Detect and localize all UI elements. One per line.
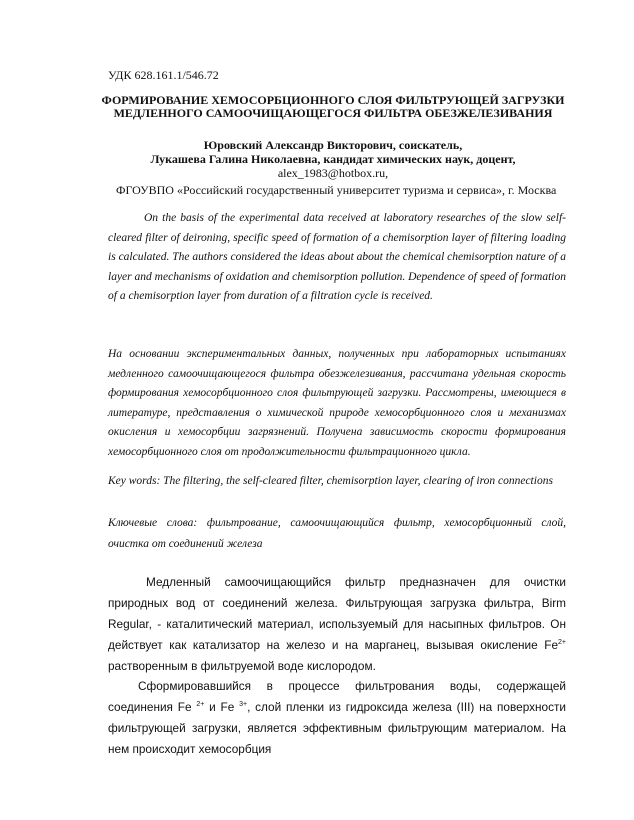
superscript: 2+ bbox=[196, 701, 205, 709]
author-1: Юровский Александр Викторович, соискатель, bbox=[203, 138, 463, 152]
affiliation: ФГОУВПО «Российский государственный университет туризма и сервиса», г. Москва bbox=[116, 183, 557, 197]
author-email: alex_1983@hotbox.ru, bbox=[277, 166, 389, 180]
title-line-2: МЕДЛЕННОГО САМООЧИЩАЮЩЕГОСЯ ФИЛЬТРА ОБЕЗЖЕЛЕЗИВАНИЯ bbox=[113, 106, 553, 120]
keywords-english: Key words: The filtering, the self-cleared filter, chemisorption layer, clearing of iron connections bbox=[108, 475, 553, 487]
keywords-russian: Ключевые слова: фильтрование, самоочищающийся фильтр, хемосорбционный слой, очистка от соединений железа bbox=[108, 517, 566, 550]
authors-block bbox=[100, 138, 566, 180]
author-2: Лукашева Галина Николаевна, кандидат химических наук, доцент, bbox=[150, 152, 516, 166]
udk-code: УДК 628.161.1/546.72 bbox=[108, 68, 219, 82]
superscript: 2+ bbox=[558, 639, 566, 647]
body-paragraph-2: Сформировавшийся в процессе фильтрования воды, содержащей соединения Fe $^{2+}$ и Fe $^{3+}$, слой пленки из гидроксида железа (III) на поверхности фильтрующей загрузки, является эффективным фильтрующим материалом. На нем происходит хемосорбция bbox=[108, 679, 566, 756]
title-line-1: ФОРМИРОВАНИЕ ХЕМОСОРБЦИОННОГО СЛОЯ ФИЛЬТРУЮЩЕЙ ЗАГРУЗКИ bbox=[101, 93, 565, 107]
superscript: 3+ bbox=[239, 701, 248, 709]
body-paragraph-1: Медленный самоочищающийся фильтр предназначен для очистки природных вод от соединений железа. Фильтрующая загрузка фильтра, Birm Regular, - каталитический материал, используемый для насыпных фильтров. Он действует как катализатор на железо и на марганец, вызывая окисление $Fe^{2+}$ растворенным в фильтруемой воде кислородом. bbox=[108, 575, 566, 673]
abstract-russian: На основании экспериментальных данных, полученных при лабораторных испытаниях медленного самоочищающегося фильтра обезжелезивания, рассчитана удельная скорость формирования хемосорбционного слоя фильтрующей загрузки. Рассмотрены, имеющиеся в литературе, представления о химической природе хемосорбционного слоя и механизмах окисления и хемосорбции загрязнений. Получена зависимость скорости формирования хемосорбционного слоя от продолжительности фильтрационного цикла. bbox=[108, 348, 566, 458]
paper-title bbox=[100, 94, 566, 120]
abstract-english: On the basis of the experimental data received at laboratory researches of the slow self-cleared filter of deironing, specific speed of formation of a chemisorption layer of filtering loading is calculated. The authors considered the ideas about about the chemical chemisorption nature of a layer and mechanisms of oxidation and chemisorption pollution. Dependence of speed of formation of a chemisorption layer from duration of a filtration cycle is received. bbox=[108, 212, 566, 303]
